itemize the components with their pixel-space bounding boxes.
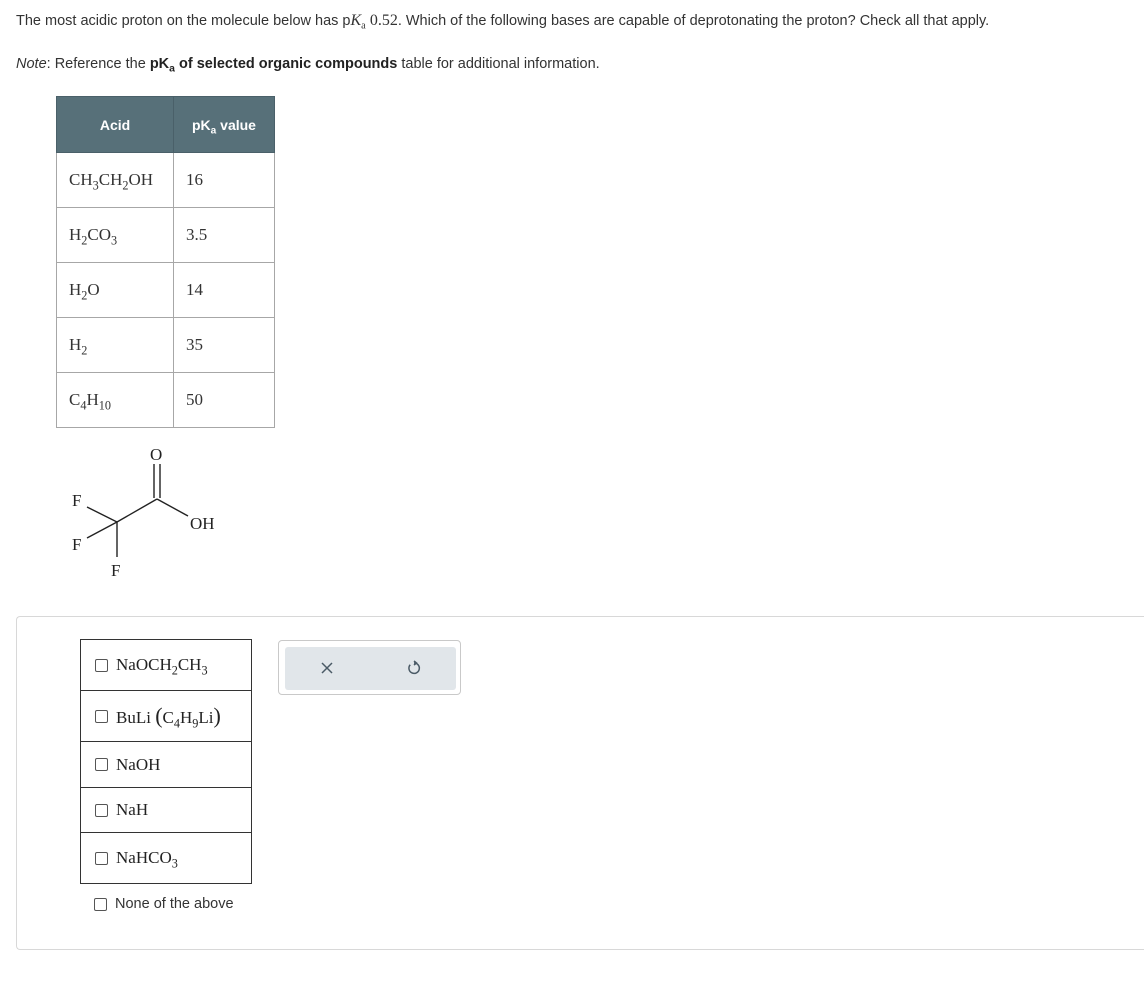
pka-cell: 35: [174, 318, 275, 373]
acid-cell: $H_2$: [57, 318, 174, 373]
atom-o: O: [150, 445, 163, 464]
option-none-of-the-above[interactable]: [94, 896, 234, 912]
atom-oh: OH: [190, 514, 215, 533]
options-list: [80, 640, 252, 884]
molecule-structure: [60, 440, 240, 585]
option-label: $NaOCH_2CH_3$: [116, 655, 208, 678]
atom-f: F: [111, 561, 121, 580]
checkbox[interactable]: [94, 898, 107, 911]
tools-bar: [285, 647, 456, 690]
option-naoch2ch3[interactable]: [80, 639, 252, 691]
checkbox[interactable]: [95, 659, 108, 672]
option-label: NaHCO$_3$: [116, 848, 178, 871]
table-row: [57, 153, 275, 208]
table-row: [57, 263, 275, 318]
acid-cell: $H_2O$: [57, 263, 174, 318]
option-label: None of the above: [115, 896, 234, 912]
pka-table: [56, 96, 275, 428]
close-icon: [320, 661, 334, 675]
option-nah[interactable]: [80, 787, 252, 833]
table-row: [57, 318, 275, 373]
table-header-row: [57, 97, 275, 153]
option-label: BuLi $(C_4H_9Li)$: [116, 703, 221, 731]
note-text: Note: Reference the $pK_a$ of selected organic compounds table for additional information.: [16, 56, 600, 75]
option-nahco3[interactable]: [80, 832, 252, 884]
checkbox[interactable]: [95, 710, 108, 723]
undo-button[interactable]: [399, 653, 429, 683]
clear-button[interactable]: [312, 653, 342, 683]
atom-f: F: [72, 491, 82, 510]
header-acid: Acid: [57, 97, 174, 153]
acid-cell: $C_4H_{10}$: [57, 373, 174, 428]
checkbox[interactable]: [95, 804, 108, 817]
acid-cell: $H_2CO_3$: [57, 208, 174, 263]
checkbox[interactable]: [95, 758, 108, 771]
table-row: [57, 373, 275, 428]
option-label: NaOH: [116, 754, 161, 774]
pka-cell: 14: [174, 263, 275, 318]
pka-cell: 16: [174, 153, 275, 208]
acid-cell: $CH_3CH_2OH$: [57, 153, 174, 208]
checkbox[interactable]: [95, 852, 108, 865]
atom-f: F: [72, 535, 82, 554]
question-text: The most acidic proton on the molecule below has $pK_a$ 0.52. Which of the following bases are capable of deprotonating the proton? Check all that apply.: [16, 12, 990, 32]
option-label: NaH: [116, 800, 149, 819]
option-naoh[interactable]: [80, 741, 252, 788]
table-row: [57, 208, 275, 263]
answer-tools: [278, 640, 461, 695]
pka-cell: 3.5: [174, 208, 275, 263]
header-pka: $pK_a$ value: [174, 97, 275, 153]
undo-icon: [406, 660, 422, 676]
pka-cell: 50: [174, 373, 275, 428]
option-buli[interactable]: [80, 690, 252, 742]
